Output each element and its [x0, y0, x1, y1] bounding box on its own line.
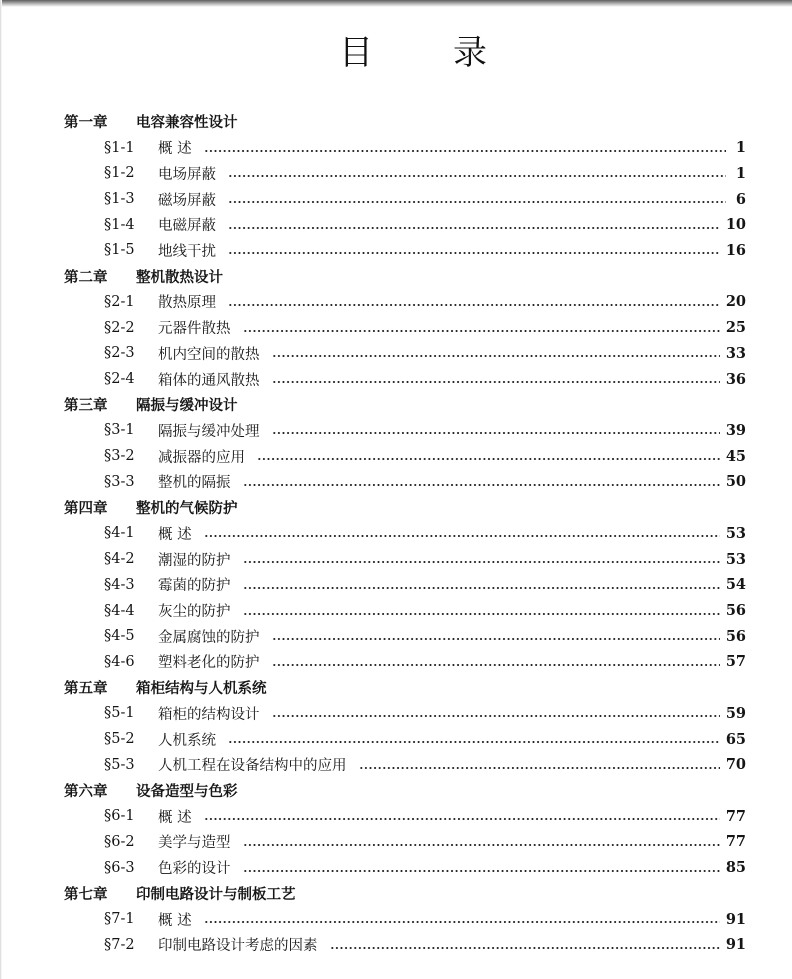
section-title: 灰尘的防护 [158, 604, 231, 621]
dot-leader [272, 430, 720, 436]
chapter-title: 整机的气候防护 [136, 500, 238, 518]
chapter-title: 设备造型与色彩 [136, 783, 238, 801]
section-title: 潮湿的防护 [158, 552, 231, 569]
section-title: 人机系统 [158, 732, 216, 749]
toc-entry [0, 289, 792, 315]
section-title: 电场屏蔽 [158, 166, 216, 183]
page-number: 65 [725, 730, 746, 748]
section-number: §1-5 [104, 242, 135, 259]
toc-entry [0, 623, 792, 649]
section-number: §5-2 [104, 731, 135, 748]
page-number: 53 [725, 524, 746, 542]
page-number: 56 [725, 627, 746, 645]
toc-entry [0, 340, 792, 366]
toc-entry [0, 160, 792, 186]
dot-leader [330, 945, 720, 951]
section-title: 人机工程在设备结构中的应用 [158, 758, 347, 775]
section-number: §3-2 [104, 448, 135, 465]
chapter-number: 第一章 [64, 114, 108, 132]
toc-entry [0, 932, 792, 958]
dot-leader [228, 739, 720, 745]
section-title: 整机的隔振 [158, 475, 231, 492]
section-title: 减振器的应用 [158, 449, 245, 466]
section-number: §3-1 [104, 422, 135, 439]
toc-entry [0, 521, 792, 547]
section-number: §1-3 [104, 191, 135, 208]
section-title: 概 述 [158, 912, 192, 929]
chapter-title: 电容兼容性设计 [136, 114, 238, 132]
section-title: 箱柜的结构设计 [158, 706, 260, 723]
toc-entry [0, 135, 792, 161]
chapter-number: 第七章 [64, 885, 108, 903]
dot-leader [359, 765, 720, 771]
section-title: 印制电路设计考虑的因素 [158, 938, 318, 955]
page-number: 1 [735, 139, 746, 157]
toc-entry [0, 803, 792, 829]
toc-entry [0, 701, 792, 727]
page-number: 25 [725, 319, 746, 337]
page-number: 54 [725, 576, 746, 594]
section-title: 概 述 [158, 526, 192, 543]
dot-leader [243, 868, 720, 874]
dot-leader [228, 302, 720, 308]
page-title: 目录 [339, 33, 567, 73]
dot-leader [272, 636, 720, 642]
toc-entry [0, 315, 792, 341]
toc-list [0, 109, 792, 958]
toc-entry [0, 906, 792, 932]
section-number: §5-3 [104, 756, 135, 773]
dot-leader [204, 148, 726, 154]
page-number: 1 [735, 164, 746, 182]
section-number: §4-3 [104, 576, 135, 593]
section-title: 地线干扰 [158, 243, 216, 260]
section-number: §6-3 [104, 859, 135, 876]
dot-leader [204, 533, 720, 539]
toc-entry [0, 572, 792, 598]
dot-leader [228, 199, 726, 205]
chapter-number: 第五章 [64, 680, 108, 698]
section-title: 磁场屏蔽 [158, 192, 216, 209]
dot-leader [272, 713, 720, 719]
section-title: 色彩的设计 [158, 861, 231, 878]
page-number: 20 [725, 293, 746, 311]
section-number: §4-1 [104, 525, 135, 542]
toc-entry [0, 726, 792, 752]
page-number: 56 [725, 602, 746, 620]
dot-leader [272, 662, 720, 668]
toc-entry [0, 418, 792, 444]
toc-entry [0, 238, 792, 264]
section-title: 机内空间的散热 [158, 346, 260, 363]
dot-leader [243, 559, 720, 565]
dot-leader [243, 611, 720, 617]
toc-entry [0, 366, 792, 392]
toc-entry [0, 829, 792, 855]
chapter-title: 印制电路设计与制板工艺 [136, 885, 296, 903]
toc-entry [0, 186, 792, 212]
section-number: §5-1 [104, 705, 135, 722]
page-number: 45 [725, 447, 746, 465]
dot-leader [272, 379, 720, 385]
page-number: 39 [725, 421, 746, 439]
section-number: §4-2 [104, 551, 135, 568]
page-number: 16 [725, 241, 746, 259]
page-number: 77 [725, 807, 746, 825]
scan-top-border [0, 0, 792, 7]
section-title: 箱体的通风散热 [158, 372, 260, 389]
page-number: 50 [725, 473, 746, 491]
dot-leader [228, 225, 720, 231]
section-number: §1-1 [104, 139, 135, 156]
chapter-number: 第六章 [64, 783, 108, 801]
section-title: 概 述 [158, 141, 192, 158]
chapter-title: 隔振与缓冲设计 [136, 397, 238, 415]
section-title: 电磁屏蔽 [158, 218, 216, 235]
dot-leader [243, 842, 720, 848]
section-number: §7-2 [104, 936, 135, 953]
section-number: §2-4 [104, 371, 135, 388]
toc-entry [0, 855, 792, 881]
page-number: 33 [725, 344, 746, 362]
dot-leader [228, 250, 720, 256]
toc-entry [0, 212, 792, 238]
section-title: 概 述 [158, 809, 192, 826]
section-title: 金属腐蚀的防护 [158, 629, 260, 646]
section-number: §6-1 [104, 808, 135, 825]
dot-leader [243, 482, 720, 488]
chapter-heading [0, 392, 792, 418]
chapter-number: 第四章 [64, 500, 108, 518]
section-title: 塑料老化的防护 [158, 655, 260, 672]
chapter-heading [0, 263, 792, 289]
toc-entry [0, 443, 792, 469]
chapter-number: 第二章 [64, 268, 108, 286]
dot-leader [204, 816, 720, 822]
page-number: 70 [725, 756, 746, 774]
section-number: §2-3 [104, 345, 135, 362]
dot-leader [228, 173, 726, 179]
page-number: 77 [725, 833, 746, 851]
section-number: §4-6 [104, 653, 135, 670]
toc-entry [0, 649, 792, 675]
page-number: 91 [725, 936, 746, 954]
chapter-heading [0, 881, 792, 907]
toc-entry [0, 598, 792, 624]
dot-leader [272, 353, 720, 359]
chapter-title: 箱柜结构与人机系统 [136, 680, 267, 698]
section-title: 元器件散热 [158, 321, 231, 338]
page-number: 91 [725, 910, 746, 928]
section-title: 霉菌的防护 [158, 578, 231, 595]
section-title: 散热原理 [158, 295, 216, 312]
section-number: §4-4 [104, 602, 135, 619]
section-number: §3-3 [104, 473, 135, 490]
page-number: 6 [735, 190, 746, 208]
chapter-title: 整机散热设计 [136, 268, 223, 286]
section-number: §6-2 [104, 833, 135, 850]
section-number: §2-1 [104, 293, 135, 310]
dot-leader [243, 328, 720, 334]
section-title: 美学与造型 [158, 835, 231, 852]
section-number: §4-5 [104, 628, 135, 645]
chapter-heading [0, 778, 792, 804]
chapter-heading [0, 675, 792, 701]
chapter-heading [0, 495, 792, 521]
toc-entry [0, 469, 792, 495]
section-number: §7-1 [104, 911, 135, 928]
section-title: 隔振与缓冲处理 [158, 423, 260, 440]
toc-entry [0, 752, 792, 778]
page-number: 10 [725, 216, 746, 234]
chapter-number: 第三章 [64, 397, 108, 415]
section-number: §2-2 [104, 319, 135, 336]
page-number: 85 [725, 859, 746, 877]
toc-entry [0, 546, 792, 572]
page-number: 36 [725, 370, 746, 388]
section-number: §1-4 [104, 216, 135, 233]
page-number: 57 [725, 653, 746, 671]
page-number: 59 [725, 704, 746, 722]
chapter-heading [0, 109, 792, 135]
dot-leader [257, 456, 720, 462]
dot-leader [243, 585, 720, 591]
section-number: §1-2 [104, 165, 135, 182]
page-number: 53 [725, 550, 746, 568]
dot-leader [204, 919, 720, 925]
